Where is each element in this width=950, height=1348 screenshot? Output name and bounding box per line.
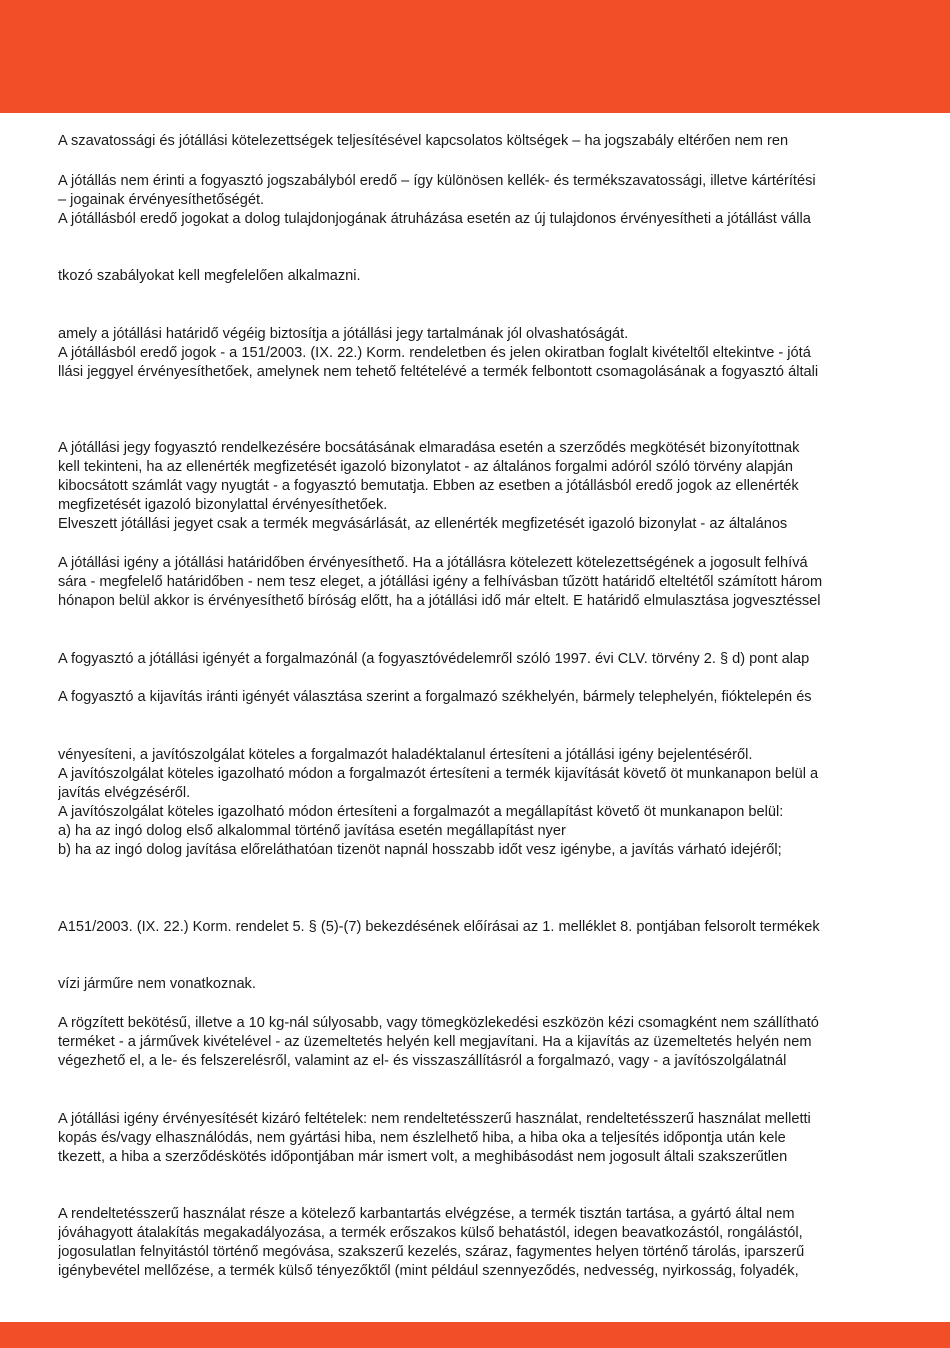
text-line: javítás elvégzéséről. bbox=[58, 785, 191, 801]
text-line: végezhető el, a le- és felszerelésről, valamint az el- és visszaszállításról a forgalmazó, vagy - a javítószolgálatnál bbox=[58, 1053, 787, 1069]
text-line: – jogainak érvényesíthetőségét. bbox=[58, 192, 265, 208]
text-line: A javítószolgálat köteles igazolható módon a forgalmazót értesíteni a termék kijavítását követő öt munkanapon belül a bbox=[58, 766, 819, 782]
text-line: A rendeltetésszerű használat része a kötelező karbantartás elvégzése, a termék tisztán tartása, a gyártó által nem bbox=[58, 1206, 795, 1222]
text-line: A jótállási igény érvényesítését kizáró feltételek: nem rendeltetésszerű használat, rendeltetésszerű használat melletti bbox=[58, 1111, 811, 1127]
text-line: jóváhagyott átalakítás megakadályozása, a termék erőszakos külső behatástól, idegen beavatkozástól, rongálástól, bbox=[58, 1225, 803, 1241]
text-line: b) ha az ingó dolog javítása előreláthatóan tizenöt napnál hosszabb időt vesz igénybe, a javítás várható idejéről; bbox=[58, 842, 782, 858]
text-line: A szavatossági és jótállási kötelezettségek teljesítésével kapcsolatos költségek – ha jogszabály eltérően nem ren bbox=[58, 133, 789, 149]
text-line: llási jeggyel érvényesíthetőek, amelynek nem tehető feltételévé a termék felbontott csomagolásának a fogyasztó általi bbox=[58, 364, 819, 380]
text-line: tkezett, a hiba a szerződéskötés időpontjában már ismert volt, a meghibásodást nem jogosult általi szakszerűtlen bbox=[58, 1149, 788, 1165]
text-line: sára - megfelelő határidőben - nem tesz eleget, a jótállási igény a felhívásban tűzött határidő elteltétől számított három bbox=[58, 574, 823, 590]
text-line: Elveszett jótállási jegyet csak a termék megvásárlását, az ellenérték megfizetését igazoló bizonylat - az általános bbox=[58, 516, 788, 532]
text-line: a) ha az ingó dolog első alkalommal történő javítása esetén megállapítást nyer bbox=[58, 823, 566, 839]
text-line: kibocsátott számlát vagy nyugtát - a fogyasztó bemutatja. Ebben az esetben a jótállásból eredő jogok az ellenérték bbox=[58, 478, 799, 494]
text-line: megfizetését igazoló bizonylattal érvényesíthetőek. bbox=[58, 497, 388, 513]
text-line: A jótállási igény a jótállási határidőben érvényesíthető. Ha a jótállásra kötelezett kötelezettségének a jogosult felhívá bbox=[58, 555, 808, 571]
text-line: A jótállásból eredő jogok - a 151/2003. (IX. 22.) Korm. rendeletben és jelen okiratban foglalt kivételtől eltekintve - jótá bbox=[58, 345, 811, 361]
text-line: vényesíteni, a javítószolgálat köteles a forgalmazót haladéktalanul értesíteni a jótállási igény bejelentéséről. bbox=[58, 747, 753, 763]
text-line: kell tekinteni, ha az ellenérték megfizetését igazoló bizonylatot - az általános forgalmi adóról szóló törvény alapján bbox=[58, 459, 793, 475]
text-line: A jótállás nem érinti a fogyasztó jogszabályból eredő – így különösen kellék- és termékszavatossági, illetve kártérítési bbox=[58, 173, 816, 189]
text-line: A jótállásból eredő jogokat a dolog tulajdonjogának átruházása esetén az új tulajdonos érvényesítheti a jótállást válla bbox=[58, 211, 811, 227]
text-line: hónapon belül akkor is érvényesíthető bíróság előtt, ha a jótállási idő már eltelt. E határidő elmulasztása jogvesztéssel bbox=[58, 593, 821, 609]
text-line: A fogyasztó a kijavítás iránti igényét választása szerint a forgalmazó székhelyén, bármely telephelyén, fióktelepén és bbox=[58, 689, 812, 705]
text-line: kopás és/vagy elhasználódás, nem gyártási hiba, nem észlelhető hiba, a hiba oka a teljesítés időpontja után kele bbox=[58, 1130, 786, 1146]
text-line: A151/2003. (IX. 22.) Korm. rendelet 5. § (5)-(7) bekezdésének előírásai az 1. melléklet 8. pontjában felsorolt termékek bbox=[58, 919, 820, 935]
text-line: igénybevétel mellőzése, a termék külső tényezőktől (mint például szennyeződés, nedvesség, nyirkosság, folyadék, bbox=[58, 1263, 799, 1279]
text-line: vízi járműre nem vonatkoznak. bbox=[58, 976, 256, 992]
text-line: A fogyasztó a jótállási igényét a forgalmazónál (a fogyasztóvédelemről szóló 1997. évi CLV. törvény 2. § d) pont alap bbox=[58, 651, 810, 667]
text-line: A javítószolgálat köteles igazolható módon értesíteni a forgalmazót a megállapítást követő öt munkanapon belül: bbox=[58, 804, 784, 820]
text-line: jogosulatlan felnyitástól történő megóvása, szakszerű kezelés, száraz, fagymentes helyen történő tárolás, iparszerű bbox=[58, 1244, 805, 1260]
footer-accent-band bbox=[0, 1322, 950, 1348]
text-line: amely a jótállási határidő végéig biztosítja a jótállási jegy tartalmának jól olvashatóságát. bbox=[58, 326, 629, 342]
text-line: tkozó szabályokat kell megfelelően alkalmazni. bbox=[58, 268, 361, 284]
text-line: A jótállási jegy fogyasztó rendelkezésére bocsátásának elmaradása esetén a szerződés megkötését bizonyítottnak bbox=[58, 440, 800, 456]
text-line: terméket - a járművek kivételével - az üzemeltetés helyén kell megjavítani. Ha a kijavítás az üzemeltetés helyén nem bbox=[58, 1034, 812, 1050]
text-line: A rögzített bekötésű, illetve a 10 kg-nál súlyosabb, vagy tömegközlekedési eszközön kézi csomagként nem szállítható bbox=[58, 1015, 819, 1031]
